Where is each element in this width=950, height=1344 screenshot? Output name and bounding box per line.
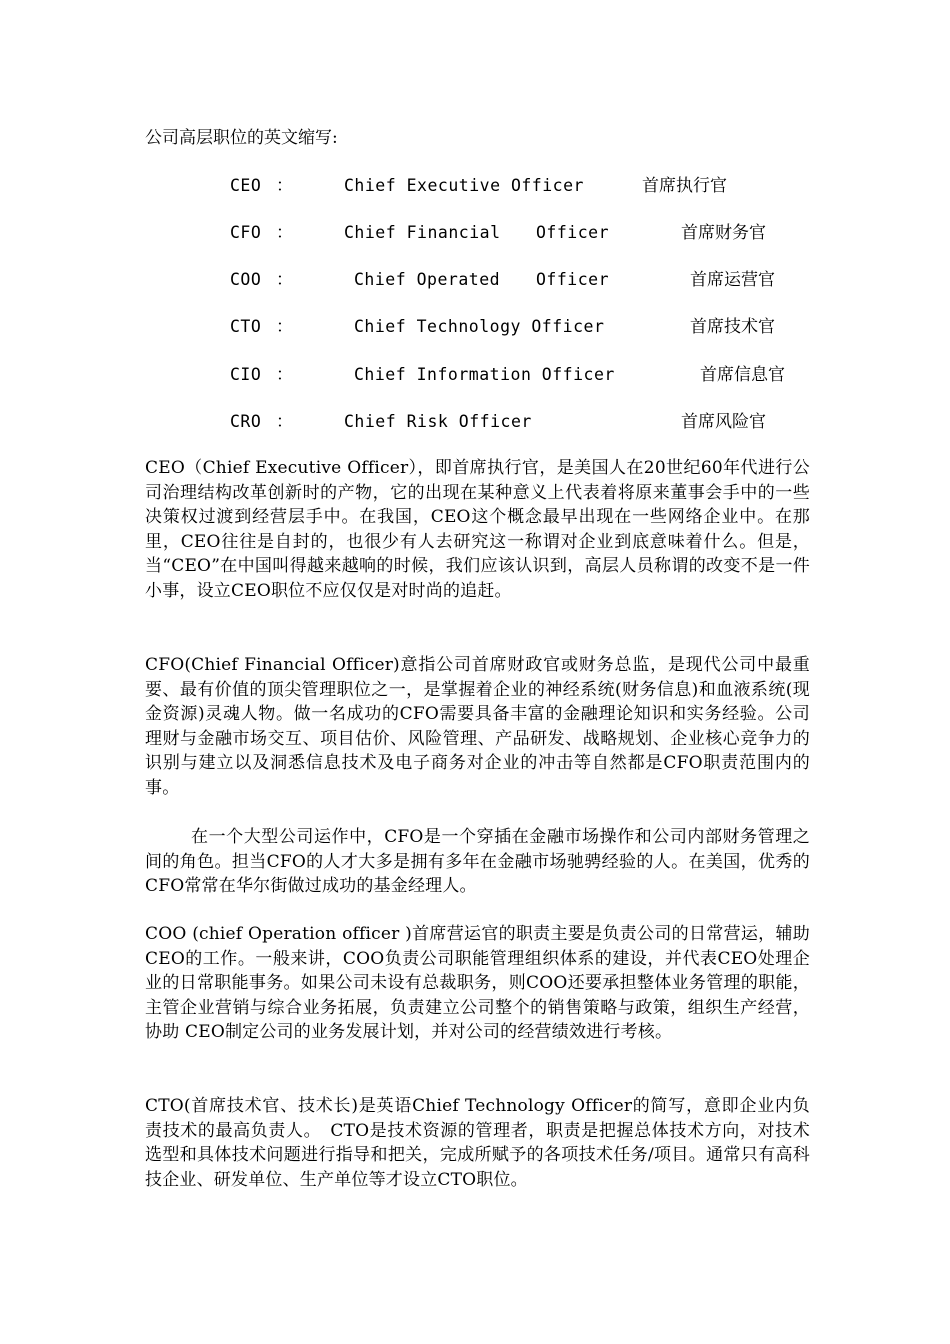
paragraph-cfo-role: 在一个大型公司运作中，CFO是一个穿插在金融市场操作和公司内部财务管理之间的角色。担当CFO的人才大多是拥有多年在金融市场驰骋经验的人。在美国，优秀的CFO常常在华尔街做过成功的基金经理人。: [145, 827, 810, 896]
abbr-english-suffix: Officer: [536, 270, 610, 289]
abbr-chinese: 首席信息官: [700, 365, 785, 385]
abbr-code: COO: [230, 270, 262, 289]
abbr-row-cio: [0, 362, 950, 388]
abbr-english: Chief Executive Officer: [344, 176, 584, 195]
abbr-chinese: 首席风险官: [681, 412, 766, 432]
abbr-separator: ：: [276, 223, 293, 243]
abbr-row-cfo: [0, 220, 950, 246]
paragraph-ceo: CEO（Chief Executive Officer），即首席执行官，是美国人在20世纪60年代进行公司治理结构改革创新时的产物，它的出现在某种意义上代表着将原来董事会手中的一些决策权过渡到经营层手中。在我国，CEO这个概念最早出现在一些网络企业中。在那里，CEO往往是自封的，也很少有人去研究这一称谓对企业到底意味着什么。但是，当“CEO”在中国叫得越来越响的时候，我们应该认识到，高层人员称谓的改变不是一件小事，设立CEO职位不应仅仅是对时尚的追赶。: [145, 458, 810, 601]
abbr-english-suffix: Officer: [536, 223, 610, 242]
page-heading: 公司高层职位的英文缩写:: [145, 128, 338, 148]
abbr-chinese: 首席财务官: [681, 223, 766, 243]
abbr-row-ceo: [0, 173, 950, 199]
abbr-code: CFO: [230, 223, 262, 242]
abbr-chinese: 首席执行官: [642, 176, 727, 196]
abbr-code: CIO: [230, 365, 262, 384]
abbr-english: Chief Information Officer: [354, 365, 615, 384]
abbr-separator: ：: [276, 365, 293, 385]
abbr-code: CTO: [230, 317, 262, 336]
abbr-english: Chief Financial: [344, 223, 501, 242]
abbr-chinese: 首席运营官: [690, 270, 775, 290]
abbr-separator: ：: [276, 317, 293, 337]
abbr-row-cro: [0, 409, 950, 435]
abbr-chinese: 首席技术官: [690, 317, 775, 337]
abbr-separator: ：: [276, 176, 293, 196]
paragraph-cto: CTO(首席技术官、技术长)是英语Chief Technology Officer的简写，意即企业内负责技术的最高负责人。 CTO是技术资源的管理者，职责是把握总体技术方向，对技术选型和具体技术问题进行指导和把关，完成所赋予的各项技术任务/项目。通常只有高科技企业、研发单位、生产单位等才设立CTO职位。: [145, 1096, 810, 1190]
abbr-row-coo: [0, 267, 950, 293]
paragraph-cfo: CFO(Chief Financial Officer)意指公司首席财政官或财务总监，是现代公司中最重要、最有价值的顶尖管理职位之一，是掌握着企业的神经系统(财务信息)和血液系统(现金资源)灵魂人物。做一名成功的CFO需要具备丰富的金融理论知识和实务经验。公司理财与金融市场交互、项目估价、风险管理、产品研发、战略规划、企业核心竞争力的识别与建立以及洞悉信息技术及电子商务对企业的冲击等自然都是CFO职责范围内的事。: [145, 655, 810, 798]
paragraph-coo: COO (chief Operation officer )首席营运官的职责主要是负责公司的日常营运，辅助CEO的工作。一般来讲，COO负责公司职能管理组织体系的建设，并代表CEO处理企业的日常职能事务。如果公司未设有总裁职务，则COO还要承担整体业务管理的职能，主管企业营销与综合业务拓展，负责建立公司整个的销售策略与政策，组织生产经营，协助 CEO制定公司的业务发展计划，并对公司的经营绩效进行考核。: [145, 924, 810, 1042]
abbr-english: Chief Technology Officer: [354, 317, 605, 336]
abbr-separator: ：: [276, 270, 293, 290]
abbr-code: CRO: [230, 412, 262, 431]
abbr-english: Chief Operated: [354, 270, 501, 289]
abbr-code: CEO: [230, 176, 262, 195]
abbr-row-cto: [0, 314, 950, 340]
abbr-english: Chief Risk Officer: [344, 412, 532, 431]
abbr-separator: ：: [276, 412, 293, 432]
